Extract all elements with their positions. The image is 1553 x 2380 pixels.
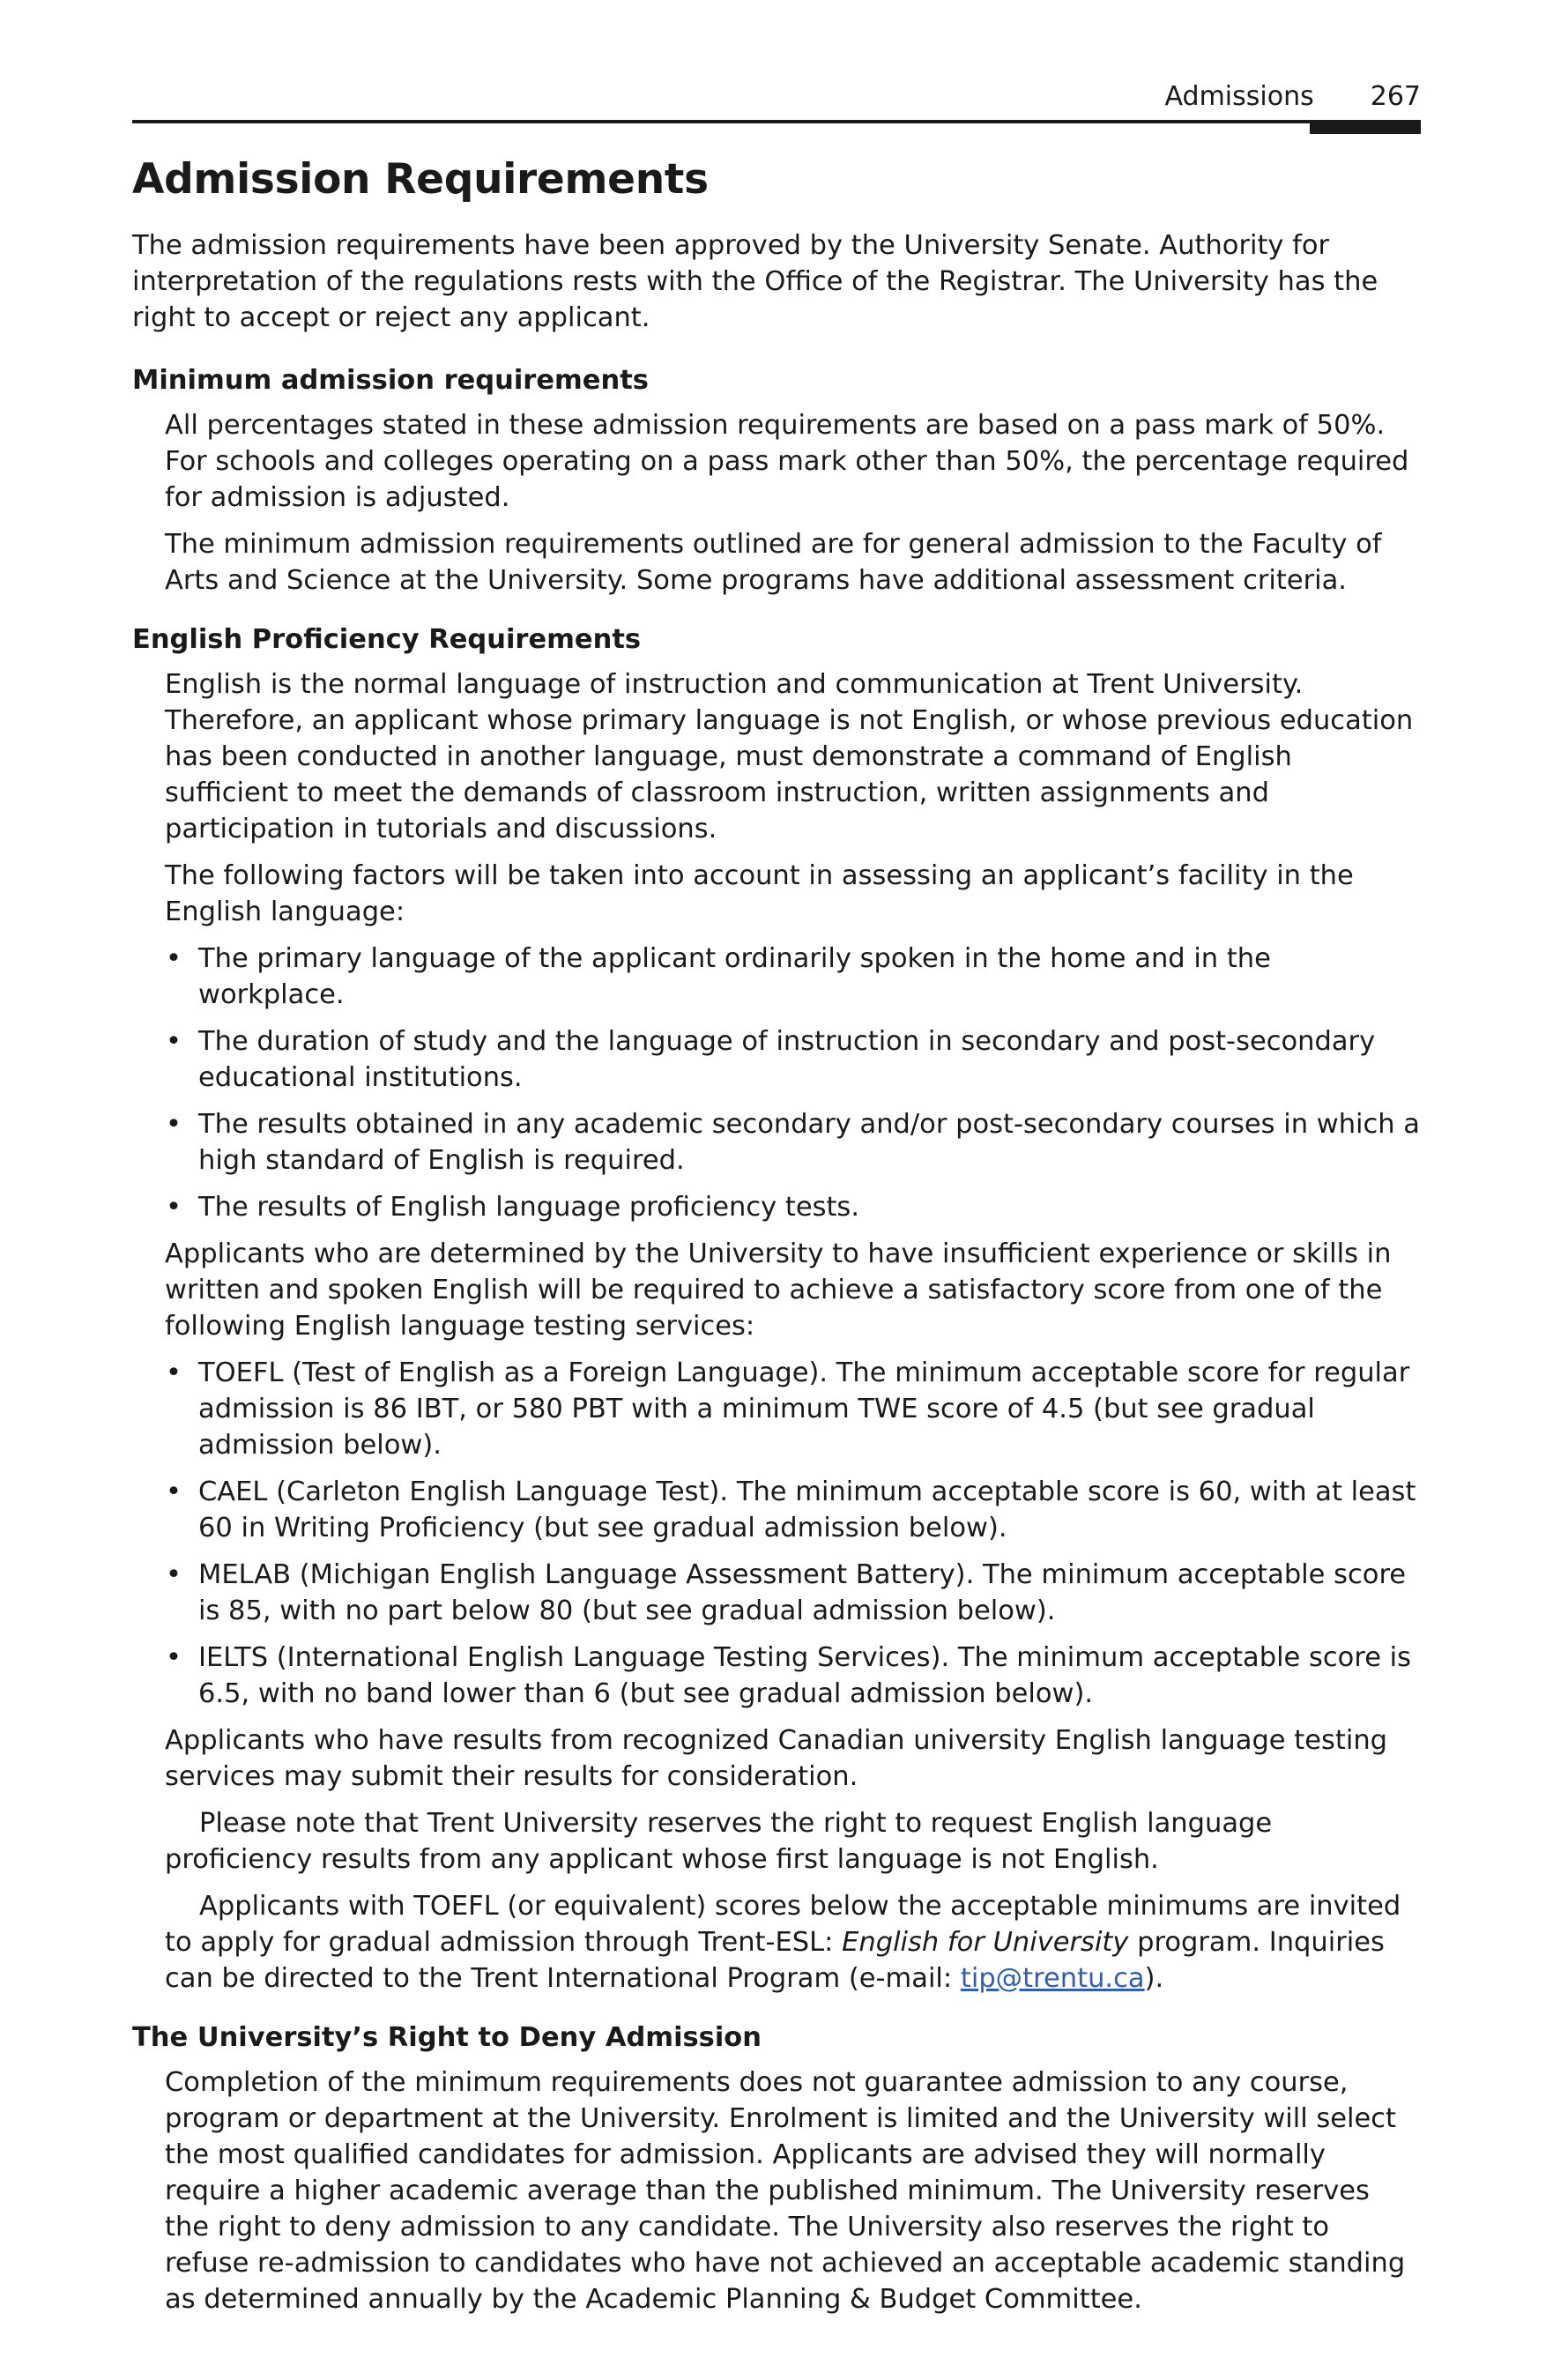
p6-text-after: ). xyxy=(1144,1963,1164,1994)
p6-text-middle: program. Inquiries can be directed to the Trent International Program (e-mail: xyxy=(165,1927,1385,1994)
english-paragraph-6 xyxy=(165,1888,1421,1997)
intro-paragraph: The admission requirements have been approved by the University Senate. Authority for interpretation of the regulations rests with the Office of the Registrar. The University has the right to accept or reject any applicant. xyxy=(132,230,1378,333)
header-tab-marker xyxy=(1310,120,1421,134)
page-title: Admission Requirements xyxy=(132,155,709,204)
list-item: • IELTS (International English Language Testing Services). The minimum acceptable score is 6.5, with no band lower than 6 (but see gradual admission below). xyxy=(198,1640,1421,1712)
minimum-paragraph-1: All percentages stated in these admission requirements are based on a pass mark of 50%. For schools and colleges operating on a pass mark other than 50%, the percentage required for admission is adjusted. xyxy=(165,410,1409,513)
program-name: English for University xyxy=(842,1927,1129,1958)
email-link[interactable]: tip@trentu.ca xyxy=(960,1963,1145,1994)
english-paragraph-3: Applicants who are determined by the University to have insufficient experience or skills in written and spoken English will be required to achieve a satisfactory score from one of the following English language testing services: xyxy=(165,1238,1392,1342)
english-paragraph-2: The following factors will be taken into account in assessing an applicant’s facility in the English language: xyxy=(165,860,1354,927)
list-item: • CAEL (Carleton English Language Test). The minimum acceptable score is 60, with at least 60 in Writing Proficiency (but see gradual admission below). xyxy=(198,1474,1421,1546)
running-head xyxy=(1165,81,1421,112)
list-item: • The results of English language proficiency tests. xyxy=(198,1189,1421,1225)
running-head-section: Admissions xyxy=(1164,81,1314,112)
english-paragraph-5: Please note that Trent University reserves the right to request English language proficiency results from any applicant whose first language is not English. xyxy=(165,1808,1273,1875)
minimum-requirements-heading: Minimum admission requirements xyxy=(132,365,649,396)
tests-list xyxy=(132,1355,1421,1712)
header-rule xyxy=(132,120,1421,123)
deny-admission-paragraph: Completion of the minimum requirements does not guarantee admission to any course, program or department at the University. Enrolment is limited and the University will select the most qualified candidates for admission. Applicants are advised they will normally require a higher academic average than the published minimum. The University reserves the right to deny admission to any candidate. The University also reserves the right to refuse re-admission to candidates who have not achieved an acceptable academic standing as determined annually by the Academic Planning & Budget Committee. xyxy=(165,2067,1406,2315)
minimum-requirements-section xyxy=(132,362,1421,599)
minimum-paragraph-2: The minimum admission requirements outlined are for general admission to the Faculty of Arts and Science at the University. Some programs have additional assessment criteria. xyxy=(165,529,1382,596)
factors-list xyxy=(132,941,1421,1225)
deny-admission-section xyxy=(132,2019,1421,2317)
list-item: • The results obtained in any academic secondary and/or post-secondary courses in which a high standard of English is required. xyxy=(198,1106,1421,1179)
list-item: • TOEFL (Test of English as a Foreign Language). The minimum acceptable score for regular admission is 86 IBT, or 580 PBT with a minimum TWE score of 4.5 (but see gradual admission below). xyxy=(198,1355,1421,1463)
english-paragraph-1: English is the normal language of instruction and communication at Trent University. Therefore, an applicant whose primary language is not English, or whose previous education has been conducted in another language, must demonstrate a command of English sufficient to meet the demands of classroom instruction, written assignments and participation in tutorials and discussions. xyxy=(165,669,1414,844)
page-number: 267 xyxy=(1370,81,1421,112)
english-proficiency-heading: English Proficiency Requirements xyxy=(132,624,642,655)
english-paragraph-4: Applicants who have results from recognized Canadian university English language testing services may submit their results for consideration. xyxy=(165,1725,1388,1792)
english-proficiency-section xyxy=(132,621,1421,1997)
deny-admission-heading: The University’s Right to Deny Admission xyxy=(132,2022,762,2053)
list-item: • MELAB (Michigan English Language Assessment Battery). The minimum acceptable score is 85, with no part below 80 (but see gradual admission below). xyxy=(198,1557,1421,1629)
list-item: • The duration of study and the language of instruction in secondary and post-secondary educational institutions. xyxy=(198,1023,1421,1096)
page-content xyxy=(132,227,1421,2340)
list-item: • The primary language of the applicant ordinarily spoken in the home and in the workplace. xyxy=(198,941,1421,1013)
p6-text-before: Applicants with TOEFL (or equivalent) scores below the acceptable minimums are invited to apply for gradual admission through Trent-ESL: xyxy=(165,1891,1401,1958)
